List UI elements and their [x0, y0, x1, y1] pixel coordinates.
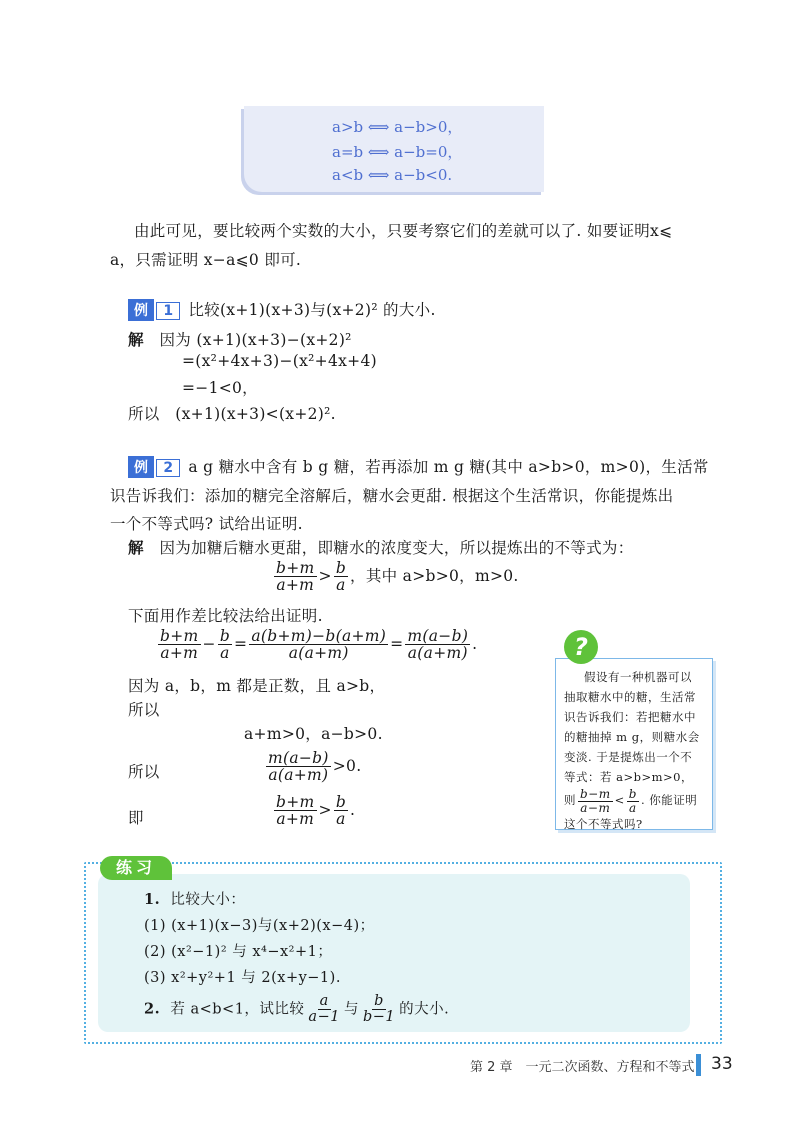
fraction: $\frac{b+m}{a+m}$ — [160, 627, 199, 663]
fraction: $\frac{b}{a}$ — [335, 559, 347, 595]
so-line-1: a+m>0，a−b>0. — [244, 725, 383, 743]
equivalence-box — [244, 106, 544, 192]
so-line-3: $\frac{b+m}{a+m}$ > $\frac{b}{a}$ . — [276, 793, 356, 829]
side-note-text: 假设有一种机器可以 抽取糖水中的糖，生活常 识告诉我们：若把糖水中 的糖抽掉 m g，则糖水会 变淡. 于是提炼出一个不 等式：若 a>b>m>0， 则 $\frac{b-m}{a-m}$ < $\frac{b}{a}$ . 你能证明 这个不等式吗? — [564, 670, 700, 832]
fraction: $\frac{b}{b-1}$ — [362, 993, 396, 1026]
intro-line-1: 由此可见，要比较两个实数的大小，只要考察它们的差就可以了. 如要证明x⩽ — [134, 222, 673, 240]
practice-q1: 1. 比较大小： — [144, 891, 246, 908]
proof-intro: 下面用作差比较法给出证明. — [128, 607, 323, 625]
because-line: 因为 a，b，m 都是正数，且 a>b， — [128, 677, 386, 695]
intro-line-2: a，只需证明 x−a⩽0 即可. — [110, 251, 302, 269]
fraction: $\frac{m(a-b)}{a(a+m)}$ — [268, 749, 329, 785]
example-1-solution-step-1: 解 因为 (x+1)(x+3)−(x+2)² — [128, 330, 352, 349]
fraction: $\frac{a}{a-1}$ — [308, 993, 340, 1026]
so-label-2: 所以 — [128, 763, 160, 781]
equivalence-eq: a=b ⟺ a−b=0， — [332, 143, 463, 161]
example-1-statement: 比较(x+1)(x+3)与(x+2)² 的大小. — [188, 301, 436, 319]
example-2-line-2: 识告诉我们：添加的糖完全溶解后，糖水会更甜. 根据这个生活常识，你能提炼出 — [110, 487, 674, 505]
fraction: $\frac{b}{a}$ — [219, 627, 231, 663]
derived-inequality: $\frac{b+m}{a+m}$ > $\frac{b}{a}$ ，其中 a>b>0，m>0. — [276, 559, 519, 595]
fraction: $\frac{a(b+m)-b(a+m)}{a(a+m)}$ — [251, 627, 387, 663]
fraction: $\frac{b}{a}$ — [628, 786, 637, 815]
so-line-2: $\frac{m(a-b)}{a(a+m)}$ >0. — [268, 749, 362, 785]
solution-label: 解 — [128, 330, 144, 349]
example-1-solution-step-2: =(x²+4x+3)−(x²+4x+4) — [182, 352, 377, 370]
practice-q1c: (3) x²+y²+1 与 2(x+y−1). — [144, 970, 341, 986]
fraction: $\frac{b-m}{a-m}$ — [580, 786, 611, 815]
question-icon: ? — [564, 630, 598, 664]
difference-equation: $\frac{b+m}{a+m}$ − $\frac{b}{a}$ = $\frac{a(b+m)-b(a+m)}{a(a+m)}$ = $\frac{m(a-b)}{a(a+m)}$ . — [160, 627, 478, 663]
fraction: $\frac{m(a-b)}{a(a+m)}$ — [407, 627, 469, 663]
example-2-line-3: 一个不等式吗? 试给出证明. — [110, 515, 303, 533]
example-2-tag: 例 — [128, 456, 154, 478]
fraction: $\frac{b+m}{a+m}$ — [276, 793, 315, 829]
side-note — [555, 658, 713, 830]
footer-divider — [696, 1054, 701, 1076]
example-1-solution-step-3: =−1<0， — [182, 379, 258, 397]
practice-q1a: (1) (x+1)(x−3)与(x+2)(x−4)； — [144, 918, 375, 934]
example-1-header — [128, 298, 436, 321]
chapter-title: 第 2 章 一元二次函数、方程和不等式 — [470, 1060, 695, 1075]
equivalence-gt: a>b ⟺ a−b>0， — [332, 118, 463, 136]
practice-q2: 2. 若 a<b<1，试比较 $\frac{a}{a-1}$ 与 $\frac{b}{b-1}$ 的大小. — [144, 993, 450, 1026]
example-2-number: 2 — [156, 459, 180, 477]
practice-title: 练习 — [100, 856, 172, 880]
example-1-tag: 例 — [128, 299, 154, 321]
practice-q1b: (2) (x²−1)² 与 x⁴−x²+1； — [144, 944, 333, 960]
fraction: $\frac{b}{a}$ — [335, 793, 347, 829]
example-1-number: 1 — [156, 302, 180, 320]
equivalence-lt: a<b ⟺ a−b<0. — [332, 166, 453, 184]
so-label-3: 即 — [128, 809, 144, 827]
example-1-conclusion: 所以 (x+1)(x+3)<(x+2)². — [128, 405, 336, 423]
example-2-header — [128, 455, 709, 478]
page-number: 33 — [711, 1054, 733, 1074]
fraction: $\frac{b+m}{a+m}$ — [276, 559, 315, 595]
example-2-solution: 解 因为加糖后糖水更甜，即糖水的浓度变大，所以提炼出的不等式为： — [128, 538, 634, 557]
so-label-1: 所以 — [128, 701, 160, 719]
example-2-line-1: a g 糖水中含有 b g 糖，若再添加 m g 糖(其中 a>b>0，m>0)，生活常 — [188, 458, 709, 476]
